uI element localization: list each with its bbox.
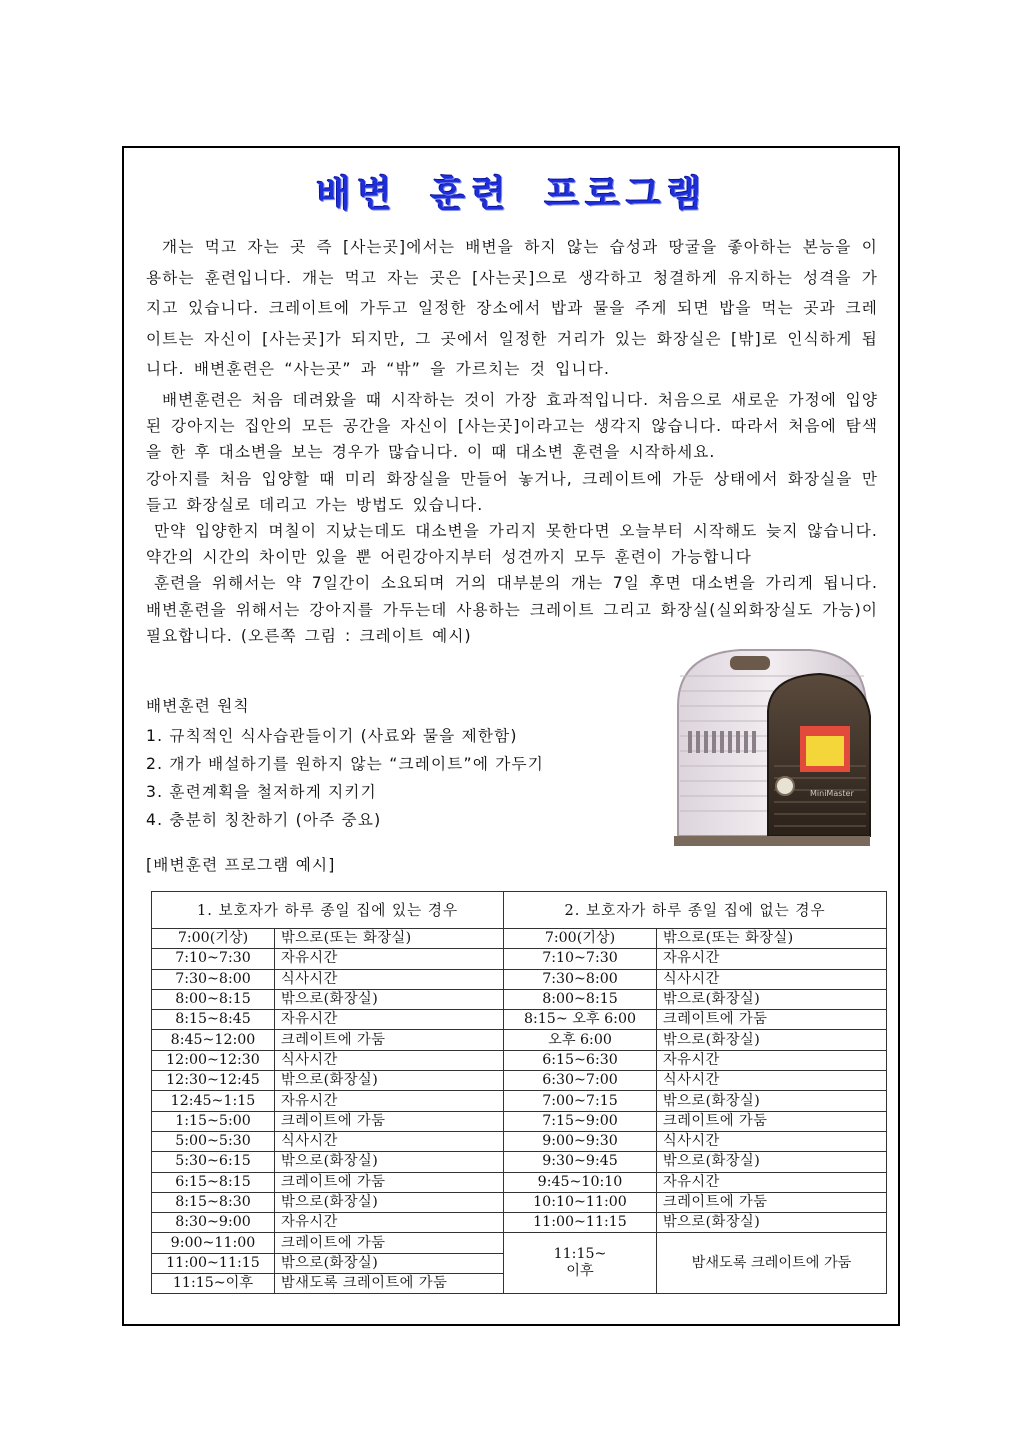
page-title: 배변 훈련 프로그램 [316, 174, 708, 215]
right-activity-cell: 밖으로(또는 화장실) [657, 929, 887, 949]
left-activity-cell: 자유시간 [275, 1010, 504, 1030]
left-time-cell: 7:00(기상) [152, 929, 275, 949]
left-activity-cell: 식사시간 [275, 1131, 504, 1151]
right-activity-cell: 밖으로(화장실) [657, 989, 887, 1009]
crate-image [660, 636, 878, 856]
right-last-time-line2: 이후 [566, 1263, 594, 1280]
table-row [152, 1111, 887, 1131]
left-activity-cell: 크레이트에 가둠 [275, 1030, 504, 1050]
right-activity-cell: 크레이트에 가둠 [657, 1111, 887, 1131]
right-activity-cell: 자유시간 [657, 949, 887, 969]
example-title: [배변훈련 프로그램 예시] [146, 856, 336, 874]
table-row [152, 1071, 887, 1091]
header-right: 2. 보호자가 하루 종일 집에 없는 경우 [504, 892, 887, 929]
right-activity-cell: 밖으로(화장실) [657, 1152, 887, 1172]
right-activity-cell: 밖으로(화장실) [657, 1091, 887, 1111]
left-activity-cell: 밖으로(화장실) [275, 1152, 504, 1172]
left-activity-cell: 자유시간 [275, 949, 504, 969]
left-activity-cell: 식사시간 [275, 969, 504, 989]
left-time-cell: 11:00~11:15 [152, 1253, 275, 1273]
table-row [152, 1233, 887, 1253]
table-row [152, 929, 887, 949]
right-last-time-cell [504, 1233, 657, 1294]
right-time-cell: 10:10~11:00 [504, 1192, 657, 1212]
right-time-cell: 오후 6:00 [504, 1030, 657, 1050]
table-row [152, 949, 887, 969]
intro-text: 개는 먹고 자는 곳 즉 [사는곳]에서는 배변을 하지 않는 습성과 땅굴을 좋아하는 본능을 이용하는 훈련입니다. 개는 먹고 자는 곳은 [사는곳]으로 생각하고 청결하게 유지하는 성격을 가지고 있습니다. 크레이트에 가두고 일정한 장소에서 밥과 물을 주게 되면 밥을 먹는 곳과 크레이트는 자신이 [사는곳]가 되지만, 그 곳에서 일정한 거리가 있는 화장실은 [밖]로 인식하게 됩니다. 배변훈련은 “사는곳” 과 “밖” 을 가르치는 것 입니다. [146, 238, 878, 378]
left-time-cell: 12:00~12:30 [152, 1050, 275, 1070]
left-time-cell: 7:10~7:30 [152, 949, 275, 969]
intro-paragraph [146, 232, 878, 385]
left-activity-cell: 밖으로(화장실) [275, 1192, 504, 1212]
right-activity-cell: 크레이트에 가둠 [657, 1010, 887, 1030]
right-activity-cell: 자유시간 [657, 1050, 887, 1070]
right-time-cell: 7:00~7:15 [504, 1091, 657, 1111]
header-left: 1. 보호자가 하루 종일 집에 있는 경우 [152, 892, 504, 929]
schedule-body [152, 929, 887, 1294]
left-time-cell: 5:00~5:30 [152, 1131, 275, 1151]
left-time-cell: 7:30~8:00 [152, 969, 275, 989]
principle-item: 3. 훈련계획을 철저하게 지키기 [146, 783, 377, 801]
right-activity-cell: 크레이트에 가둠 [657, 1192, 887, 1212]
left-time-cell: 11:15~이후 [152, 1274, 275, 1294]
right-activity-cell: 밖으로(화장실) [657, 1213, 887, 1233]
left-activity-cell: 밤새도록 크레이트에 가둠 [275, 1274, 504, 1294]
table-row [152, 1030, 887, 1050]
paragraph-2: 강아지를 처음 입양할 때 미리 화장실을 만들어 놓거나, 크레이트에 가둔 상태에서 화장실을 만들고 화장실로 데리고 가는 방법도 있습니다. [146, 469, 878, 514]
paragraph-3: 만약 입양한지 며칠이 지났는데도 대소변을 가리지 못한다면 오늘부터 시작해도 늦지 않습니다. 약간의 시간의 차이만 있을 뿐 어린강아지부터 성견까지 모두 훈련이 가능합니다 [146, 522, 878, 567]
table-row [152, 989, 887, 1009]
left-time-cell: 12:30~12:45 [152, 1071, 275, 1091]
crate-brand-label: MiniMaster [810, 789, 854, 798]
left-time-cell: 9:00~11:00 [152, 1233, 275, 1253]
left-activity-cell: 자유시간 [275, 1091, 504, 1111]
left-time-cell: 5:30~6:15 [152, 1152, 275, 1172]
left-time-cell: 1:15~5:00 [152, 1111, 275, 1131]
left-activity-cell: 크레이트에 가둠 [275, 1233, 504, 1253]
right-time-cell: 9:30~9:45 [504, 1152, 657, 1172]
right-activity-cell: 식사시간 [657, 1131, 887, 1151]
schedule-table [151, 891, 887, 1294]
right-activity-cell: 자유시간 [657, 1172, 887, 1192]
table-row [152, 1152, 887, 1172]
principle-item: 2. 개가 배설하기를 원하지 않는 “크레이트”에 가두기 [146, 755, 545, 773]
paragraph-1: 배변훈련은 처음 데려왔을 때 시작하는 것이 가장 효과적입니다. 처음으로 새로운 가정에 입양된 강아지는 집안의 모든 공간을 자신이 [사는곳]이라고는 생각지 않습니다. 따라서 처음에 탐색을 한 후 대소변을 보는 경우가 많습니다. 이 때 대소변 훈련을 시작하세요. [146, 391, 878, 462]
left-time-cell: 8:15~8:45 [152, 1010, 275, 1030]
table-row [152, 1010, 887, 1030]
left-time-cell: 8:45~12:00 [152, 1030, 275, 1050]
principle-item: 1. 규칙적인 식사습관들이기 (사료와 물을 제한함) [146, 727, 518, 745]
right-time-cell: 9:45~10:10 [504, 1172, 657, 1192]
right-activity-cell: 식사시간 [657, 969, 887, 989]
left-time-cell: 8:00~8:15 [152, 989, 275, 1009]
right-time-cell: 7:10~7:30 [504, 949, 657, 969]
right-time-cell: 7:30~8:00 [504, 969, 657, 989]
principles-heading: 배변훈련 원칙 [146, 697, 250, 715]
left-activity-cell: 식사시간 [275, 1050, 504, 1070]
right-last-activity-cell: 밤새도록 크레이트에 가둠 [657, 1233, 887, 1294]
body-paragraphs [146, 387, 878, 649]
right-time-cell: 6:30~7:00 [504, 1071, 657, 1091]
table-row [152, 1091, 887, 1111]
left-activity-cell: 밖으로(화장실) [275, 989, 504, 1009]
right-time-cell: 7:15~9:00 [504, 1111, 657, 1131]
table-row [152, 1172, 887, 1192]
left-activity-cell: 밖으로(화장실) [275, 1071, 504, 1091]
principle-item: 4. 충분히 칭찬하기 (아주 중요) [146, 811, 382, 829]
right-time-cell: 7:00(기상) [504, 929, 657, 949]
right-time-cell: 9:00~9:30 [504, 1131, 657, 1151]
table-row [152, 969, 887, 989]
left-time-cell: 6:15~8:15 [152, 1172, 275, 1192]
principles-section [146, 692, 544, 834]
right-time-cell: 11:00~11:15 [504, 1213, 657, 1233]
right-activity-cell: 식사시간 [657, 1071, 887, 1091]
paragraph-4: 훈련을 위해서는 약 7일간이 소요되며 거의 대부분의 개는 7일 후면 대소변을 가리게 됩니다. 배변훈련을 위해서는 강아지를 가두는데 사용하는 크레이트 그리고 화장실(실외화장실도 가능)이 필요합니다. (오른쪽 그림 : 크레이트 예시) [146, 574, 878, 645]
left-time-cell: 12:45~1:15 [152, 1091, 275, 1111]
right-time-cell: 8:00~8:15 [504, 989, 657, 1009]
left-activity-cell: 밖으로(또는 화장실) [275, 929, 504, 949]
right-time-cell: 8:15~ 오후 6:00 [504, 1010, 657, 1030]
left-activity-cell: 자유시간 [275, 1213, 504, 1233]
table-row [152, 1050, 887, 1070]
right-time-cell: 6:15~6:30 [504, 1050, 657, 1070]
table-row [152, 1192, 887, 1212]
right-activity-cell: 밖으로(화장실) [657, 1030, 887, 1050]
table-row [152, 1213, 887, 1233]
left-activity-cell: 밖으로(화장실) [275, 1253, 504, 1273]
left-activity-cell: 크레이트에 가둠 [275, 1111, 504, 1131]
table-row [152, 1131, 887, 1151]
right-last-time-line1: 11:15~ [553, 1246, 607, 1263]
left-activity-cell: 크레이트에 가둠 [275, 1172, 504, 1192]
left-time-cell: 8:30~9:00 [152, 1213, 275, 1233]
left-time-cell: 8:15~8:30 [152, 1192, 275, 1212]
